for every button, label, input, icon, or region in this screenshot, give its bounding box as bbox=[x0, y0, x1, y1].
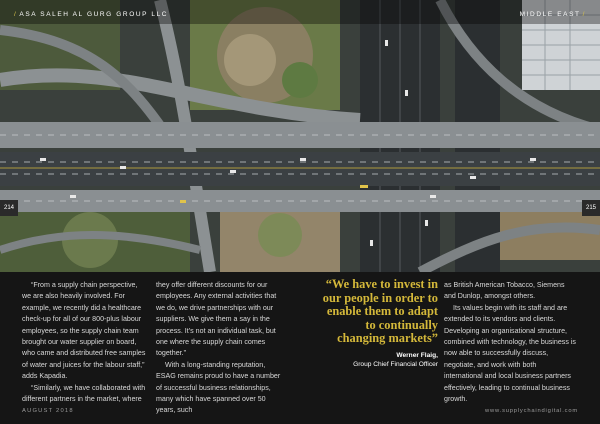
slash-icon: / bbox=[14, 11, 18, 18]
running-title-left-text: ASA SALEH AL GURG GROUP LLC bbox=[19, 11, 169, 18]
slash-icon: / bbox=[582, 11, 586, 18]
footer-url[interactable]: www.supplychaindigital.com bbox=[485, 408, 578, 414]
page-number-right: 215 bbox=[582, 200, 600, 216]
paragraph: as British American Tobacco, Siemens and Dunlop, amongst others. bbox=[444, 281, 565, 301]
paragraph: they offer different discounts for our employees. Any external activities that we do, we drive partnerships with our suppliers. We give them a say in the process. It’s not an individual task, but one where the supply chain comes together.” bbox=[156, 281, 277, 358]
paragraph: With a long-standing reputation, ESAG remains proud to have a number of successful business relationships, many which have spanned over 50 years, such bbox=[156, 360, 281, 415]
pull-quote: “We have to invest in our people in order to enable them to adapt to continually changing markets” bbox=[322, 277, 438, 346]
column-2 bbox=[156, 280, 282, 417]
column-4 bbox=[444, 280, 576, 405]
pull-quote-role: Group Chief Financial Officer bbox=[353, 360, 438, 368]
article-body bbox=[0, 272, 600, 424]
footer-date: AUGUST 2018 bbox=[22, 408, 74, 414]
pull-quote-block bbox=[322, 278, 438, 368]
running-title-right-text: MIDDLE EAST bbox=[519, 11, 581, 18]
page-number-left: 214 bbox=[0, 200, 18, 216]
pull-quote-author: Werner Flaig, bbox=[396, 351, 438, 359]
column-1 bbox=[22, 280, 148, 405]
running-title-right bbox=[520, 11, 586, 18]
paragraph: “From a supply chain perspective, we are also heavily involved. For example, we recently did a healthcare check-up for all of our 800-plus labour employees, so the supply chain team brought our water supplier on board, who came and distributed free samples of water and juices for the labour staff,” adds Kapadia. bbox=[22, 281, 146, 381]
paragraph: Its values begin with its staff and are extended to its vendors and clients. Developing an organisational structure, combined with technology, the business is now able to successfully discuss, negotiate, and work with both international and local business partners effectively, leading to continual business growth. bbox=[444, 303, 576, 404]
paragraph: “Similarly, we have collaborated with different partners in the market, where bbox=[22, 383, 146, 404]
running-title-left bbox=[14, 11, 168, 18]
